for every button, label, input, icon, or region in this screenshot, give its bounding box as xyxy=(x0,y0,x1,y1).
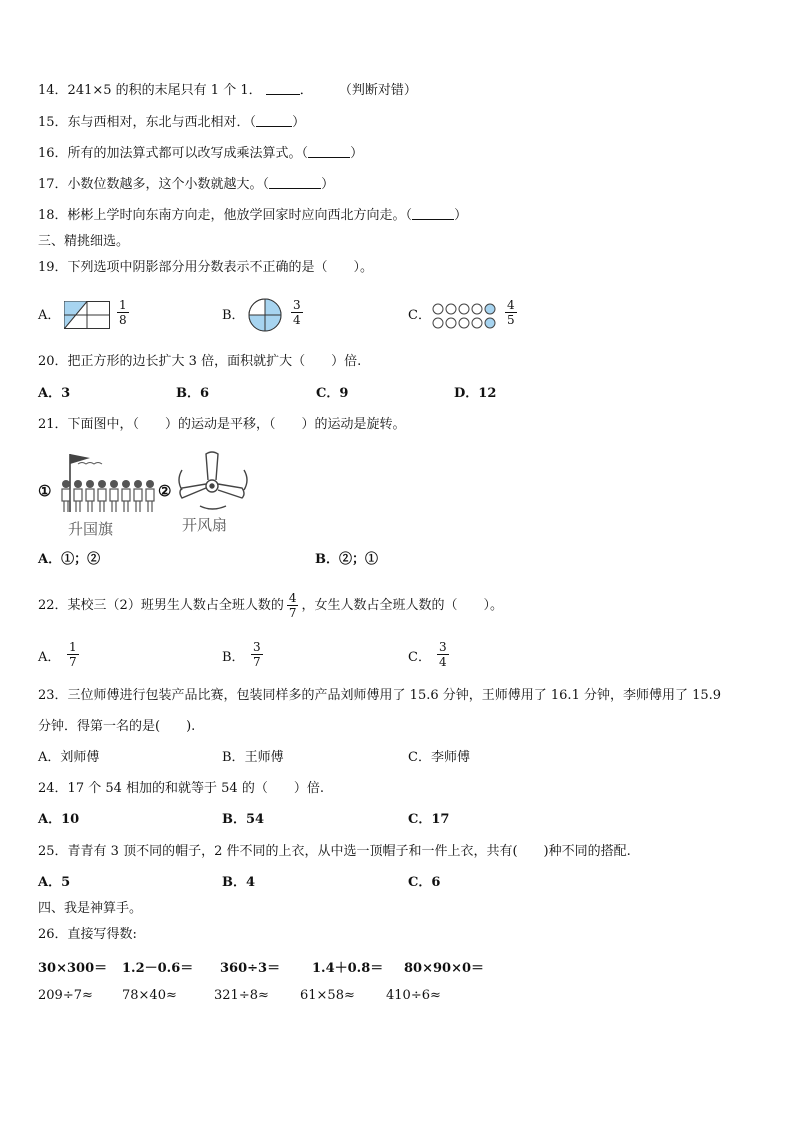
option-b[interactable] xyxy=(222,811,264,829)
fraction-denominator: 4 xyxy=(439,655,447,669)
question-number: 22． xyxy=(38,598,68,613)
question-18 xyxy=(38,207,467,225)
question-number: 24． xyxy=(38,781,68,796)
question-text: 把正方形的边长扩大 3 倍，面积就扩大（ ）倍. xyxy=(67,354,362,369)
calc-item[interactable]: 78×40≈ xyxy=(122,988,177,1003)
question-text: 彬彬上学时向东南方向走，他放学回家时应向西北方向走。（ xyxy=(67,208,413,223)
question-text: 下面图中，（ ）的运动是平移，（ ）的运动是旋转。 xyxy=(67,417,406,432)
question-number: 23． xyxy=(38,688,68,703)
calc-item[interactable]: 80×90×0＝ xyxy=(404,961,485,976)
circle-quarters-figure xyxy=(248,298,282,332)
option-label: B． xyxy=(222,750,245,765)
question-text: 某校三（2）班男生人数占全班人数的 xyxy=(67,598,284,613)
option-value: 4 xyxy=(246,875,256,890)
option-a[interactable] xyxy=(38,551,100,569)
answer-blank[interactable] xyxy=(266,82,300,95)
calc-item[interactable]: 1.2－0.6＝ xyxy=(122,961,194,976)
option-d[interactable] xyxy=(454,385,496,403)
option-b[interactable] xyxy=(315,551,378,569)
option-a[interactable] xyxy=(38,811,79,829)
picture-1-mark: ① xyxy=(38,482,52,500)
fraction xyxy=(291,298,303,327)
fraction-numerator: 4 xyxy=(507,298,515,312)
option-value: 李师傅 xyxy=(430,750,470,765)
punctuation: ） xyxy=(350,146,364,161)
question-note: （判断对错） xyxy=(338,83,417,98)
option-a[interactable] xyxy=(38,749,99,767)
fraction-denominator: 7 xyxy=(253,655,261,669)
option-value: 刘师傅 xyxy=(60,750,100,765)
picture-2-caption: 开风扇 xyxy=(182,516,228,534)
question-21 xyxy=(38,416,406,434)
punctuation: ） xyxy=(292,115,306,130)
fraction-numerator: 1 xyxy=(119,298,127,312)
fraction-denominator: 4 xyxy=(293,313,301,327)
picture-1-caption: 升国旗 xyxy=(68,520,114,538)
rectangle-eighths-figure xyxy=(64,301,110,329)
question-number: 19． xyxy=(38,260,68,275)
question-23 xyxy=(38,687,721,705)
question-text: 小数位数越多，这个小数就越大。（ xyxy=(67,177,270,192)
circles-ten-figure xyxy=(432,302,502,330)
fraction xyxy=(67,640,79,669)
option-label: B． xyxy=(176,386,200,401)
calc-item[interactable]: 1.4＋0.8＝ xyxy=(312,961,384,976)
option-label: C． xyxy=(408,308,431,323)
option-label: A． xyxy=(38,386,62,401)
calc-item[interactable]: 209÷7≈ xyxy=(38,988,93,1003)
fraction-denominator: 8 xyxy=(119,313,127,327)
question-number: 17． xyxy=(38,177,68,192)
fraction-numerator: 3 xyxy=(439,640,447,654)
answer-blank[interactable] xyxy=(256,114,292,127)
fraction-numerator: 4 xyxy=(288,591,297,605)
option-value: 6 xyxy=(431,875,441,890)
punctuation: ） xyxy=(321,177,335,192)
option-value: ①；② xyxy=(61,552,101,567)
question-number: 16． xyxy=(38,146,68,161)
calc-item[interactable]: 410÷6≈ xyxy=(386,988,441,1003)
question-text: 青青有 3 顶不同的帽子，2 件不同的上衣，从中选一顶帽子和一件上衣，共有( )种不同的搭配. xyxy=(67,844,631,859)
option-label: A． xyxy=(38,552,62,567)
question-23-continued: 分钟．得第一名的是( ). xyxy=(38,719,196,734)
question-text: 241×5 的积的末尾只有 1 个 1． xyxy=(67,83,262,98)
option-value: 10 xyxy=(61,812,80,827)
picture-2-mark: ② xyxy=(158,482,172,500)
option-label: B． xyxy=(222,308,245,323)
question-number: 26． xyxy=(38,927,68,942)
calc-item[interactable]: 30×300＝ xyxy=(38,961,108,976)
question-text: 17 个 54 相加的和就等于 54 的（ ）倍. xyxy=(67,781,324,796)
option-label: A． xyxy=(38,308,61,323)
question-number: 20． xyxy=(38,354,68,369)
fraction xyxy=(505,298,517,327)
section-heading-3: 三、精挑细选。 xyxy=(38,234,130,249)
option-label: C． xyxy=(408,650,431,665)
option-b[interactable] xyxy=(222,749,284,767)
option-label: C． xyxy=(408,812,432,827)
option-c[interactable] xyxy=(316,385,348,403)
option-label: A． xyxy=(38,650,61,665)
option-label: C． xyxy=(408,875,432,890)
question-24 xyxy=(38,780,324,798)
option-value: 6 xyxy=(200,386,210,401)
question-text: 直接写得数: xyxy=(67,927,137,942)
question-15 xyxy=(38,114,305,132)
flag-raising-icon xyxy=(56,450,158,518)
fraction-denominator: 7 xyxy=(69,655,77,669)
option-label: B． xyxy=(222,650,245,665)
option-value: 17 xyxy=(431,812,450,827)
option-c[interactable] xyxy=(408,874,440,892)
option-label: C． xyxy=(316,386,340,401)
option-b[interactable] xyxy=(176,385,209,403)
option-value: 12 xyxy=(478,386,497,401)
fraction-denominator: 5 xyxy=(507,313,515,327)
option-label: A． xyxy=(38,812,62,827)
calc-item[interactable]: 360÷3＝ xyxy=(220,961,281,976)
option-value: 5 xyxy=(61,875,71,890)
fraction xyxy=(437,640,449,669)
question-text: ，女生人数占全班人数的（ ）。 xyxy=(301,598,503,613)
fan-icon xyxy=(172,448,254,512)
option-b[interactable] xyxy=(222,874,255,892)
question-number: 18． xyxy=(38,208,68,223)
calc-item[interactable]: 321÷8≈ xyxy=(214,988,269,1003)
answer-blank[interactable] xyxy=(269,176,321,189)
fraction-numerator: 3 xyxy=(293,298,301,312)
option-c[interactable] xyxy=(408,749,470,767)
question-number: 21． xyxy=(38,417,68,432)
question-number: 14． xyxy=(38,83,68,98)
question-text: 下列选项中阴影部分用分数表示不正确的是（ ）。 xyxy=(67,260,374,275)
option-label: B． xyxy=(222,812,246,827)
question-22 xyxy=(38,590,503,622)
option-a[interactable] xyxy=(38,385,70,403)
fraction-numerator: 3 xyxy=(253,640,261,654)
question-17 xyxy=(38,176,334,194)
answer-blank[interactable] xyxy=(308,145,350,158)
question-25 xyxy=(38,843,631,861)
option-label: D． xyxy=(454,386,479,401)
fraction-numerator: 1 xyxy=(69,640,77,654)
option-value: 54 xyxy=(246,812,265,827)
fraction xyxy=(117,298,129,327)
option-label: A． xyxy=(38,875,62,890)
option-value: ②；① xyxy=(339,552,379,567)
question-text: 三位师傅进行包装产品比赛，包装同样多的产品刘师傅用了 15.6 分钟，王师傅用了 16.1 分钟，李师傅用了 15.9 xyxy=(67,688,722,703)
question-number: 25． xyxy=(38,844,68,859)
question-16 xyxy=(38,145,363,163)
option-c[interactable] xyxy=(408,811,449,829)
fraction xyxy=(251,640,263,669)
option-label: A． xyxy=(38,750,61,765)
punctuation: ） xyxy=(454,208,468,223)
question-26 xyxy=(38,926,137,944)
fraction xyxy=(287,591,299,620)
section-heading-4: 四、我是神算手。 xyxy=(38,901,143,916)
option-value: 3 xyxy=(61,386,71,401)
option-value: 王师傅 xyxy=(244,750,284,765)
option-label: B． xyxy=(315,552,339,567)
answer-blank[interactable] xyxy=(412,207,454,220)
fraction-denominator: 7 xyxy=(288,606,297,620)
question-20 xyxy=(38,353,361,371)
question-number: 15． xyxy=(38,115,68,130)
option-value: 9 xyxy=(339,386,349,401)
question-text: 所有的加法算式都可以改写成乘法算式。（ xyxy=(67,146,309,161)
option-a[interactable] xyxy=(38,874,70,892)
calc-item[interactable]: 61×58≈ xyxy=(300,988,355,1003)
option-label: B． xyxy=(222,875,246,890)
question-text: 东与西相对，东北与西北相对．（ xyxy=(67,115,257,130)
punctuation: ． xyxy=(299,83,313,98)
option-label: C． xyxy=(408,750,431,765)
question-14 xyxy=(38,82,417,100)
question-19 xyxy=(38,259,373,277)
